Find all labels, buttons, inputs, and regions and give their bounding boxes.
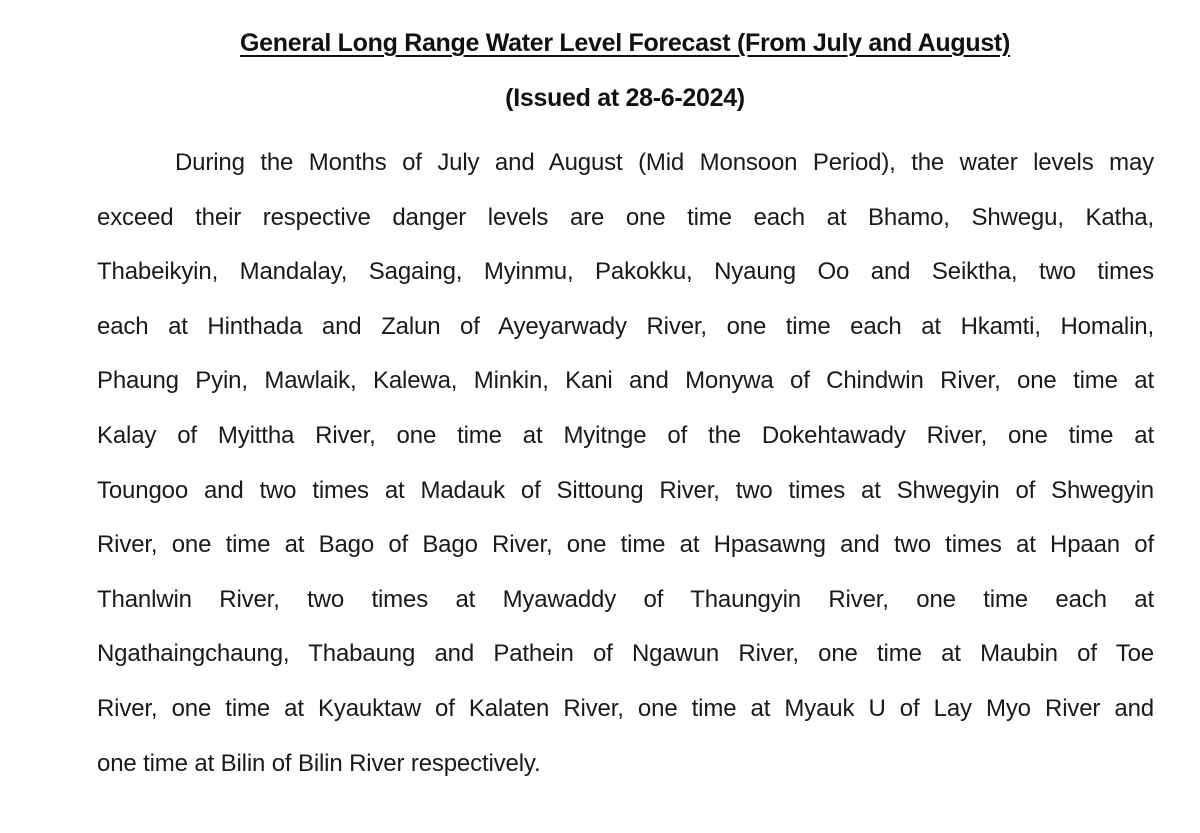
document-title: General Long Range Water Level Forecast (From July and August): [240, 29, 1010, 57]
issued-date: (Issued at 28-6-2024): [505, 84, 745, 112]
paragraph-line: Phaung Pyin, Mawlaik, Kalewa, Minkin, Kani and Monywa of Chindwin River, one time at: [97, 367, 1154, 395]
paragraph-line: Toungoo and two times at Madauk of Sittoung River, two times at Shwegyin of Shwegyin: [97, 476, 1154, 504]
paragraph-line: Ngathaingchaung, Thabaung and Pathein of Ngawun River, one time at Maubin of Toe: [97, 640, 1154, 668]
paragraph-line: River, one time at Bago of Bago River, one time at Hpasawng and two times at Hpaan of: [97, 531, 1154, 559]
paragraph-line: Thabeikyin, Mandalay, Sagaing, Myinmu, Pakokku, Nyaung Oo and Seiktha, two times: [97, 258, 1154, 286]
paragraph-line: exceed their respective danger levels are one time each at Bhamo, Shwegu, Katha,: [97, 203, 1154, 231]
paragraph-line: During the Months of July and August (Mid Monsoon Period), the water levels may: [175, 149, 1154, 176]
paragraph-line: each at Hinthada and Zalun of Ayeyarwady River, one time each at Hkamti, Homalin,: [97, 312, 1154, 340]
paragraph-line: one time at Bilin of Bilin River respectively.: [97, 749, 541, 777]
paragraph-line: Thanlwin River, two times at Myawaddy of Thaungyin River, one time each at: [97, 585, 1154, 613]
paragraph-line: Kalay of Myittha River, one time at Myitnge of the Dokehtawady River, one time at: [97, 421, 1154, 449]
forecast-paragraph: [97, 144, 1154, 799]
paragraph-line: River, one time at Kyauktaw of Kalaten River, one time at Myauk U of Lay Myo River and: [97, 694, 1154, 722]
